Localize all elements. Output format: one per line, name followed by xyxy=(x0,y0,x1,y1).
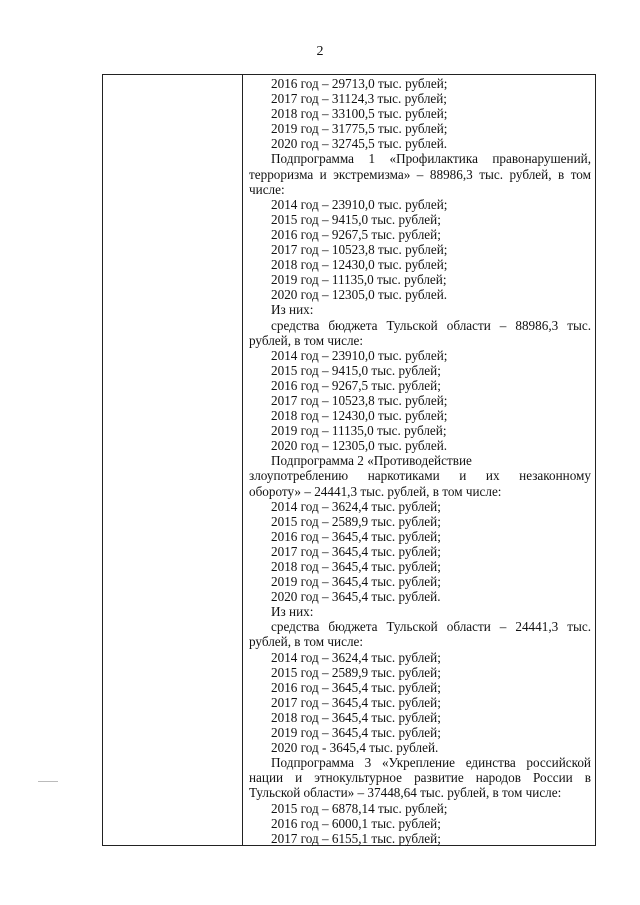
text-line: 2019 год – 3645,4 тыс. рублей; xyxy=(271,574,441,590)
text-line: 2019 год – 31775,5 тыс. рублей; xyxy=(271,121,448,137)
text-line: 2020 год – 12305,0 тыс. рублей. xyxy=(271,287,448,303)
text-line: 2017 год – 10523,8 тыс. рублей; xyxy=(271,242,448,258)
text-line: Подпрограмма 3 «Укрепление единства российской xyxy=(271,755,591,771)
column-divider xyxy=(242,74,243,846)
text-line: 2014 год – 23910,0 тыс. рублей; xyxy=(271,347,448,363)
text-line: 2016 год – 3645,4 тыс. рублей; xyxy=(271,679,441,695)
text-line: 2016 год – 6000,1 тыс. рублей; xyxy=(271,815,441,831)
text-line: 2020 год – 32745,5 тыс. рублей. xyxy=(271,136,448,152)
text-line: 2016 год – 9267,5 тыс. рублей; xyxy=(271,377,441,393)
margin-mark xyxy=(38,781,58,782)
text-line: 2014 год – 23910,0 тыс. рублей; xyxy=(271,196,448,212)
text-line: 2019 год – 11135,0 тыс. рублей; xyxy=(271,423,447,439)
text-line: 2015 год – 9415,0 тыс. рублей; xyxy=(271,362,441,378)
text-line: терроризма и экстремизма» – 88986,3 тыс. рублей, в том xyxy=(249,166,591,182)
text-line: средства бюджета Тульской области – 24441,3 тыс. xyxy=(271,619,591,635)
text-line: рублей, в том числе: xyxy=(249,332,364,348)
text-line: 2018 год – 12430,0 тыс. рублей; xyxy=(271,257,448,273)
text-line: 2019 год – 11135,0 тыс. рублей; xyxy=(271,272,447,288)
text-line: 2020 год – 3645,4 тыс. рублей. xyxy=(271,589,441,605)
text-line: числе: xyxy=(249,181,285,197)
text-line: злоупотреблению наркотиками и их незаконному xyxy=(249,468,591,484)
text-line: 2016 год – 29713,0 тыс. рублей; xyxy=(271,76,448,91)
text-line: 2017 год – 3645,4 тыс. рублей; xyxy=(271,694,441,710)
text-line: 2014 год – 3624,4 тыс. рублей; xyxy=(271,649,441,665)
text-line: Из них: xyxy=(271,302,314,318)
text-line: 2015 год – 2589,9 тыс. рублей; xyxy=(271,513,441,529)
text-line: нации и этнокультурное развитие народов России в xyxy=(249,770,591,786)
text-line: 2015 год – 9415,0 тыс. рублей; xyxy=(271,211,441,227)
text-line: 2014 год – 3624,4 тыс. рублей; xyxy=(271,498,441,514)
text-line: Подпрограмма 2 «Противодействие xyxy=(271,453,472,469)
text-line: 2015 год – 6878,14 тыс. рублей; xyxy=(271,800,448,816)
text-line: 2016 год – 3645,4 тыс. рублей; xyxy=(271,528,441,544)
text-line: 2016 год – 9267,5 тыс. рублей; xyxy=(271,226,441,242)
text-line: 2020 год – 12305,0 тыс. рублей. xyxy=(271,438,448,454)
text-line: 2017 год – 3645,4 тыс. рублей; xyxy=(271,543,441,559)
text-line: рублей, в том числе: xyxy=(249,634,364,650)
text-line: 2019 год – 3645,4 тыс. рублей; xyxy=(271,725,441,741)
text-line: средства бюджета Тульской области – 88986,3 тыс. xyxy=(271,317,591,333)
text-line: 2017 год – 10523,8 тыс. рублей; xyxy=(271,392,448,408)
text-line: Подпрограмма 1 «Профилактика правонарушений, xyxy=(271,151,591,167)
text-line: Тульской области» – 37448,64 тыс. рублей, в том числе: xyxy=(249,785,562,801)
text-line: 2018 год – 33100,5 тыс. рублей; xyxy=(271,106,448,122)
text-line: 2018 год – 12430,0 тыс. рублей; xyxy=(271,408,448,424)
funding-text-cell xyxy=(249,76,591,846)
text-line: 2018 год – 3645,4 тыс. рублей; xyxy=(271,559,441,574)
page-number: 2 xyxy=(316,44,324,59)
text-line: Из них: xyxy=(271,604,314,620)
text-line: 2018 год – 3645,4 тыс. рублей; xyxy=(271,709,441,725)
text-line: 2017 год – 31124,3 тыс. рублей; xyxy=(271,91,447,107)
text-line: обороту» – 24441,3 тыс. рублей, в том числе: xyxy=(249,483,502,499)
text-line: 2017 год – 6155,1 тыс. рублей; xyxy=(271,830,441,846)
text-line: 2015 год – 2589,9 тыс. рублей; xyxy=(271,664,441,680)
text-line: 2020 год - 3645,4 тыс. рублей. xyxy=(271,740,439,756)
